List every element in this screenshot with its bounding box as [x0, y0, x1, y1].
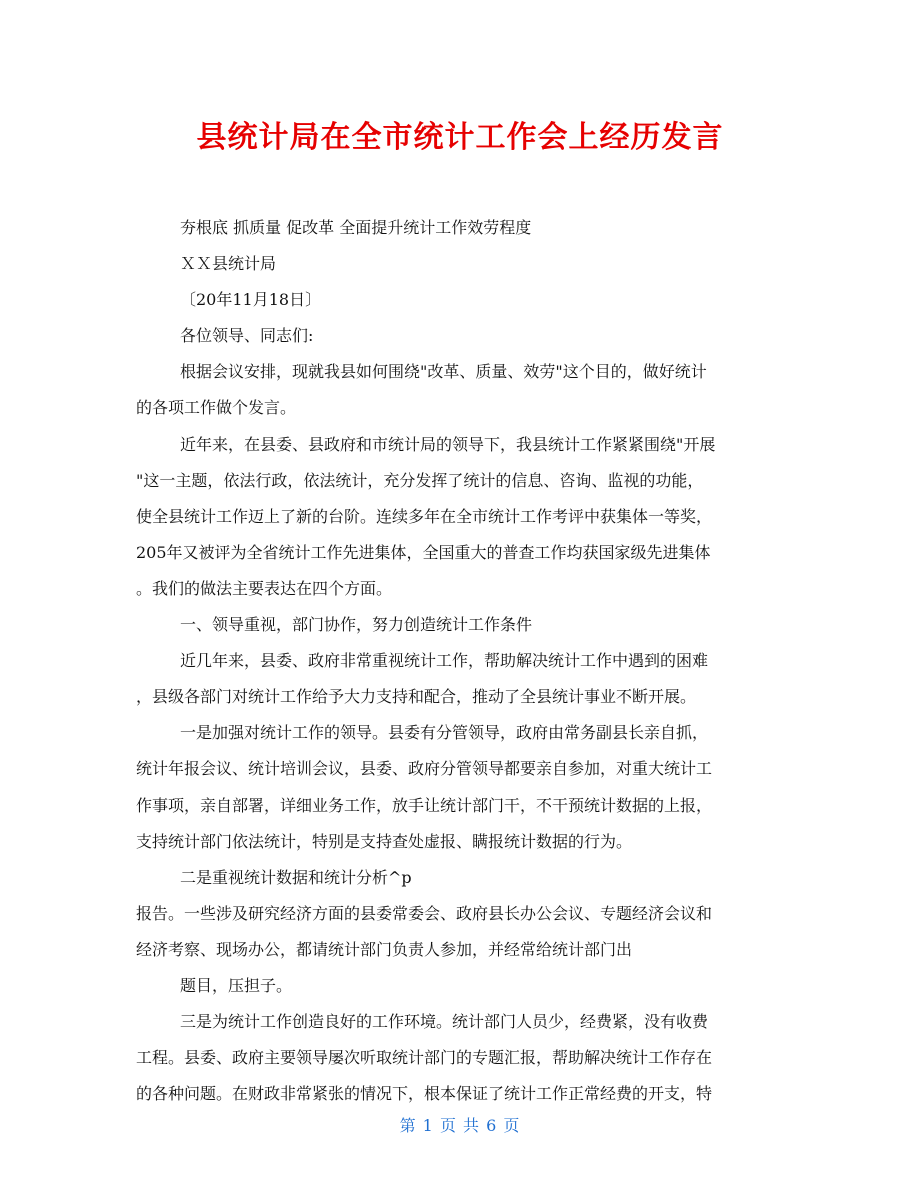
page-number: 第 1 页 共 6 页: [399, 1116, 521, 1135]
paragraph-line: 的各项工作做个发言。: [136, 398, 297, 418]
document-body: [136, 210, 786, 1112]
paragraph-line: 二是重视统计数据和统计分析^p: [180, 867, 412, 887]
paragraph-line: 工程。县委、政府主要领导屡次听取统计部门的专题汇报，帮助解决统计工作存在: [136, 1048, 713, 1068]
paragraph-line: 经济考察、现场办公，都请统计部门负责人参加，并经常给统计部门出: [136, 939, 633, 959]
author-line: ＸＸ县统计局: [180, 254, 277, 274]
paragraph-line: 近几年来，县委、政府非常重视统计工作，帮助解决统计工作中遇到的困难: [180, 651, 709, 671]
paragraph-line: 的各种问题。在财政非常紧张的情况下，根本保证了统计工作正常经费的开支，特: [136, 1084, 713, 1104]
paragraph-line: 统计年报会议、统计培训会议，县委、政府分管领导都要亲自参加，对重大统计工: [136, 759, 713, 779]
document-title: 县统计局在全市统计工作会上经历发言: [196, 120, 724, 155]
section-heading: 一、领导重视，部门协作，努力创造统计工作条件: [180, 615, 533, 635]
paragraph-line: 205年又被评为全省统计工作先进集体，全国重大的普查工作均获国家级先进集体: [136, 542, 711, 562]
paragraph-line: 三是为统计工作创造良好的工作环境。统计部门人员少，经费紧，没有收费: [180, 1012, 709, 1032]
paragraph-line: 支持统计部门依法统计，特别是支持查处虚报、瞒报统计数据的行为。: [136, 831, 633, 851]
paragraph-line: 根据会议安排，现就我县如何围绕"改革、质量、效劳"这个目的，做好统计: [180, 362, 707, 382]
paragraph-line: 报告。一些涉及研究经济方面的县委常委会、政府县长办公会议、专题经济会议和: [136, 903, 713, 923]
paragraph-line: 题目，压担子。: [180, 975, 293, 995]
paragraph-line: 近年来，在县委、县政府和市统计局的领导下，我县统计工作紧紧围绕"开展: [180, 434, 716, 454]
paragraph-line: 作事项，亲自部署，详细业务工作，放手让统计部门干，不干预统计数据的上报，: [136, 795, 713, 815]
paragraph-line: 使全县统计工作迈上了新的台阶。连续多年在全市统计工作考评中获集体一等奖，: [136, 506, 713, 526]
paragraph-line: ，县级各部门对统计工作给予大力支持和配合，推动了全县统计事业不断开展。: [136, 687, 697, 707]
paragraph-line: 一是加强对统计工作的领导。县委有分管领导，政府由常务副县长亲自抓，: [180, 723, 709, 743]
subtitle-line: 夯根底 抓质量 促改革 全面提升统计工作效劳程度: [180, 218, 532, 237]
paragraph-line: "这一主题，依法行政，依法统计，充分发挥了统计的信息、咨询、监视的功能，: [136, 470, 704, 490]
salutation-line: 各位领导、同志们:: [180, 326, 314, 346]
date-line: 〔20年11月18日〕: [180, 290, 322, 310]
paragraph-line: 。我们的做法主要表达在四个方面。: [136, 578, 393, 598]
